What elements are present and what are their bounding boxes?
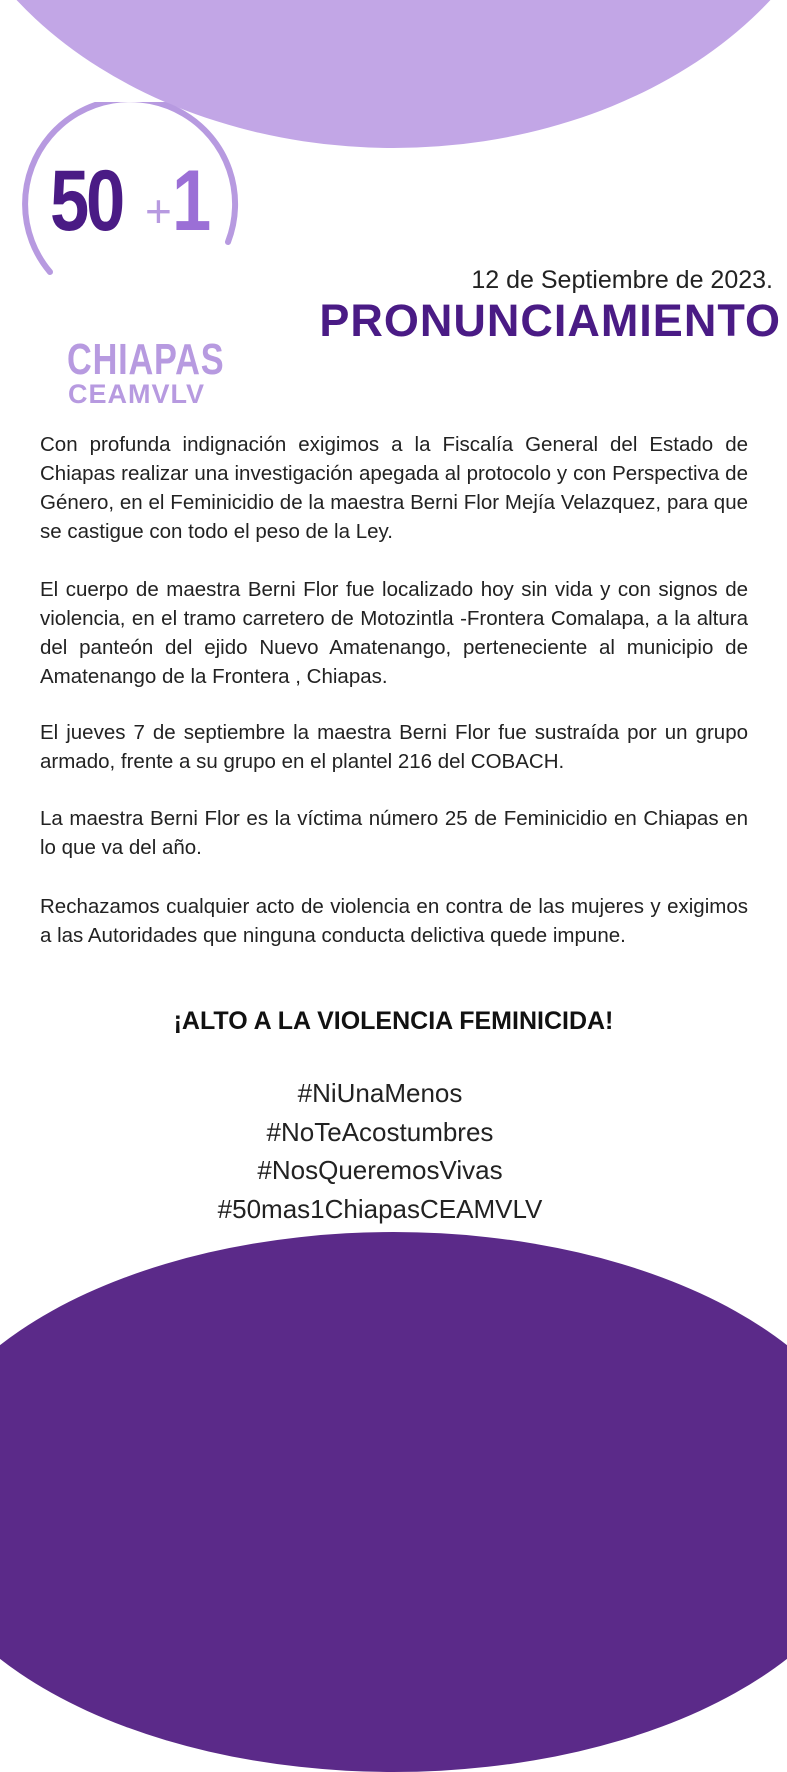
date: 12 de Septiembre de 2023. (471, 266, 773, 294)
bottom-decorative-arc (0, 1232, 787, 1772)
hashtag: #NosQueremosVivas (257, 1155, 503, 1185)
slogan: ¡ALTO A LA VIOLENCIA FEMINICIDA! (173, 1007, 614, 1035)
paragraph: El jueves 7 de septiembre la maestra Berni Flor fue sustraída por un grupo armado, frente a su grupo en el plantel 216 del COBACH. (40, 721, 748, 773)
logo-one: 1 (172, 153, 212, 249)
hashtag: #50mas1ChiapasCEAMVLV (217, 1193, 543, 1224)
logo-plus: + (145, 185, 172, 237)
paragraph: El cuerpo de maestra Berni Flor fue localizado hoy sin vida y con signos de violencia, en el tramo carretero de Motozintla -Frontera Comalapa, a la altura del panteón del ejido Nuevo Amatenango, perteneciente al municipio de Amatenango de la Frontera , Chiapas. (40, 578, 748, 688)
logo (22, 102, 252, 412)
hashtag: #NoTeAcostumbres (266, 1116, 494, 1147)
hashtag-list (0, 1074, 760, 1228)
logo-number: 50 (50, 153, 122, 249)
paragraph: Con profunda indignación exigimos a la Fiscalía General del Estado de Chiapas realizar una investigación apegada al protocolo y con Perspectiva de Género, en el Feminicidio de la maestra Berni Flor Mejía Velazquez, para que se castigue con todo el peso de la Ley. (40, 433, 748, 543)
logo-ceamvlv: CEAMVLV (68, 379, 206, 409)
logo-chiapas: CHIAPAS (67, 335, 225, 384)
paragraph: Rechazamos cualquier acto de violencia en contra de las mujeres y exigimos a las Autoridades que ninguna conducta delictiva quede impune. (40, 895, 748, 947)
paragraph: La maestra Berni Flor es la víctima número 25 de Feminicidio en Chiapas en lo que va del año. (40, 807, 748, 859)
hashtag: #NiUnaMenos (297, 1078, 463, 1108)
page-title: PRONUNCIAMIENTO (319, 295, 781, 346)
